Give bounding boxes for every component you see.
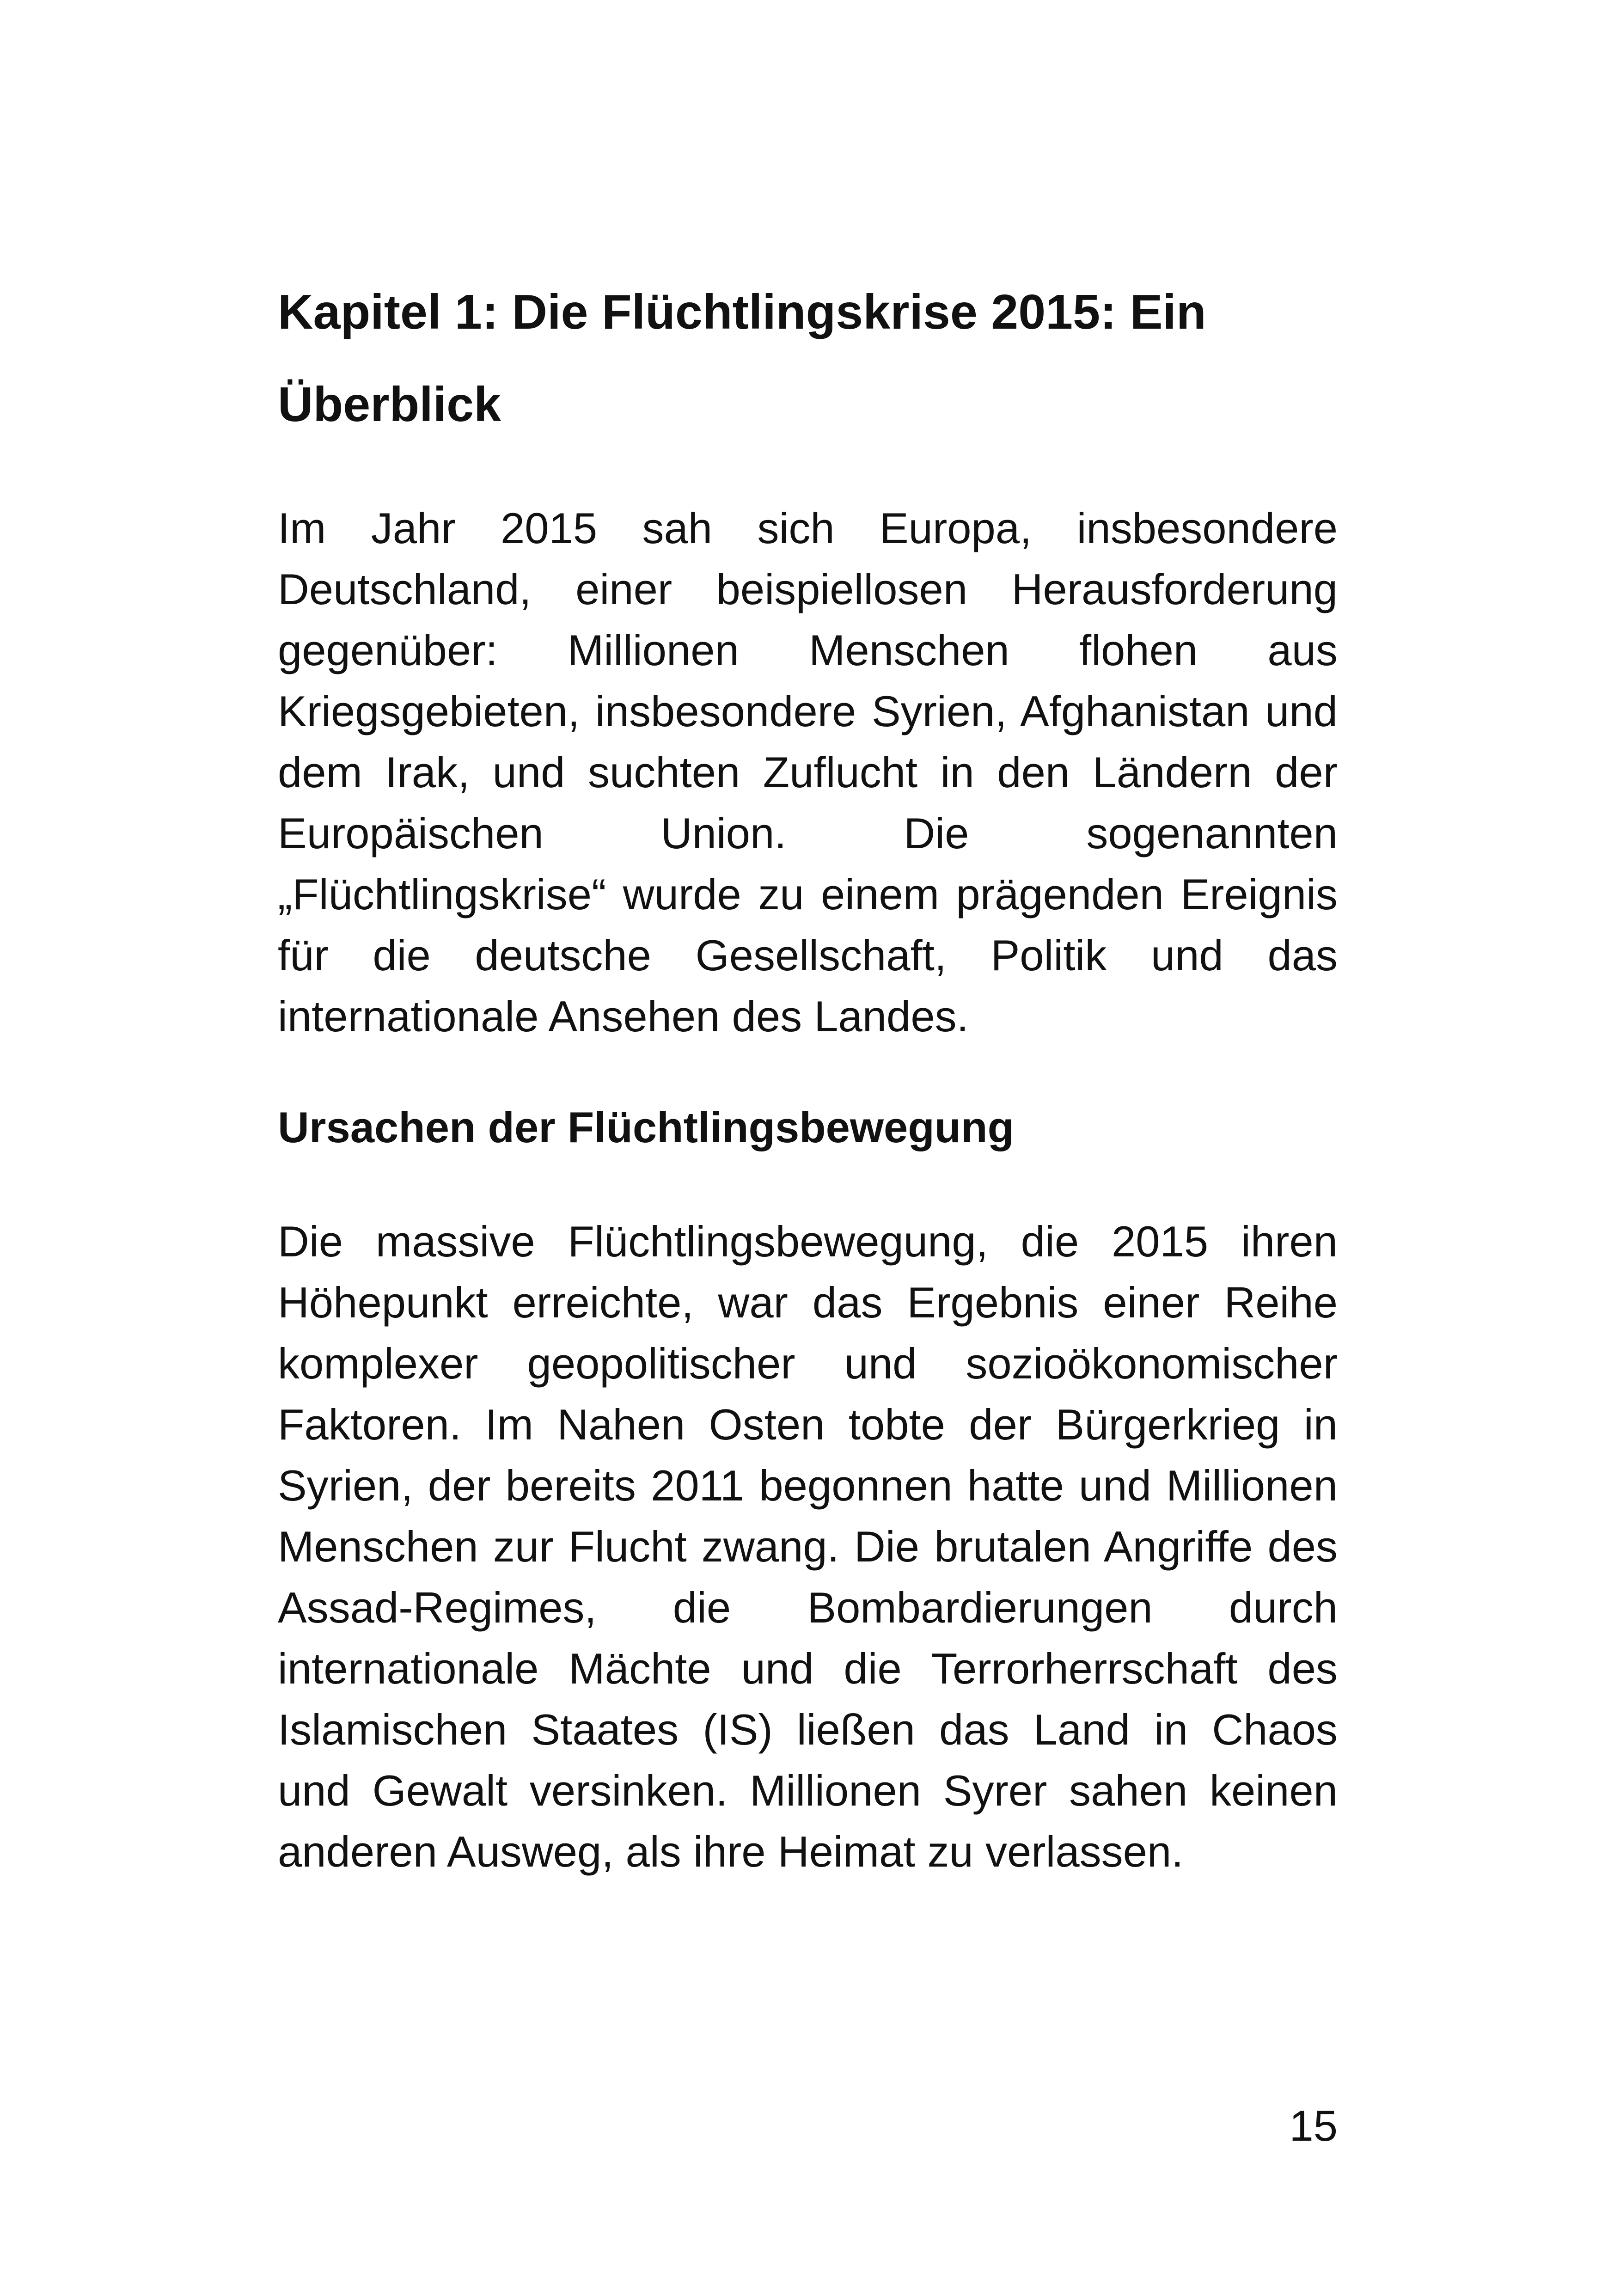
chapter-title: Kapitel 1: Die Flüchtlingskrise 2015: Ein Überblick (278, 285, 1206, 432)
page-content (278, 266, 1338, 1882)
causes-paragraph: Die massive Flüchtlingsbewegung, die 2015 ihren Höhepunkt erreichte, war das Ergebnis einer Reihe komplexer geopolitischer und sozioökonomischer Faktoren. Im Nahen Osten tobte der Bürgerkrieg in Syrien, der bereits 2011 begonnen hatte und Millionen Menschen zur Flucht zwang. Die brutalen Angriffe des Assad-Regimes, die Bombardierungen durch internationale Mächte und die Terrorherrschaft des Islamischen Staates (IS) ließen das Land in Chaos und Gewalt versinken. Millionen Syrer sahen keinen anderen Ausweg, als ihre Heimat zu verlassen. (278, 1217, 1338, 1876)
intro-paragraph: Im Jahr 2015 sah sich Europa, insbesondere Deutschland, einer beispiellosen Herausforderung gegenüber: Millionen Menschen flohen aus Kriegsgebieten, insbesondere Syrien, Afghanistan und dem Irak, und suchten Zuflucht in den Ländern der Europäischen Union. Die sogenannten „Flüchtlingskrise“ wurde zu einem prägenden Ereignis für die deutsche Gesellschaft, Politik und das internationale Ansehen des Landes. (278, 504, 1338, 1041)
section-heading: Ursachen der Flüchtlingsbewegung (278, 1103, 1014, 1151)
page-number: 15 (1289, 2101, 1338, 2150)
